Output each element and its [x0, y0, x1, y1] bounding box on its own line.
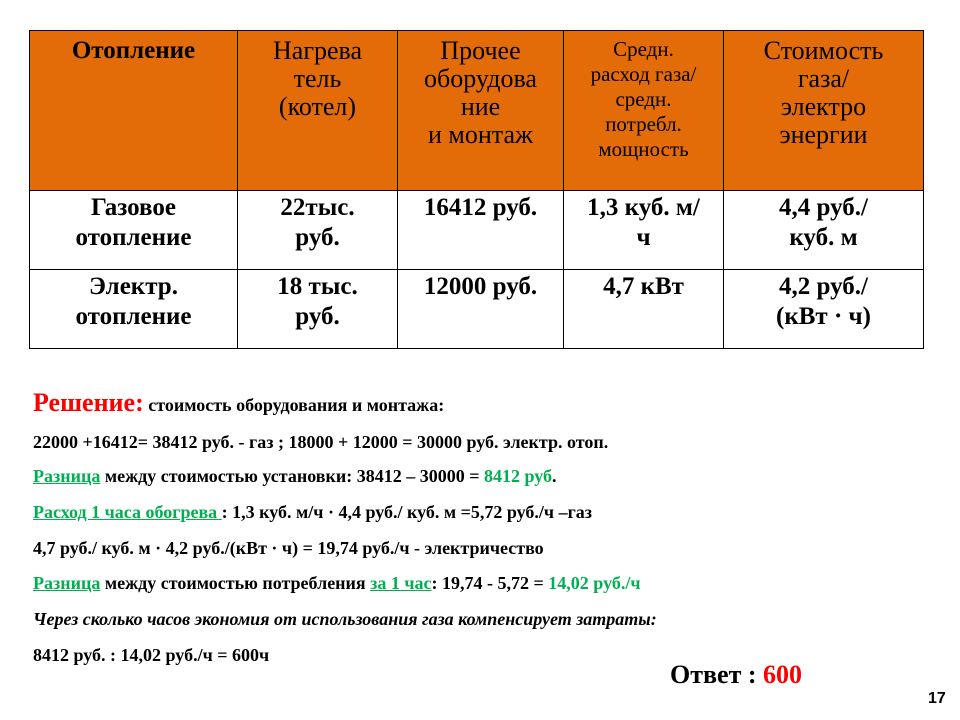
- solution-line-4: [33, 502, 592, 523]
- cell-line: мощность: [598, 137, 689, 161]
- cell-line: 22тыс.: [280, 194, 355, 221]
- comparison-table: [29, 30, 924, 349]
- line4-text: : 1,3 куб. м/ч · 4,4 руб./ куб. м =5,72 руб./ч –газ: [221, 502, 592, 522]
- cell-lines: [240, 193, 395, 253]
- solution-line-3: [33, 466, 557, 487]
- cell-lines: [32, 272, 235, 332]
- header-cell-equipment: [398, 31, 564, 191]
- difference-label: Разница: [33, 466, 101, 486]
- header-cell-consumption: [564, 31, 724, 191]
- solution-line-6: [33, 573, 641, 594]
- cell-line: и монтаж: [428, 120, 533, 149]
- cell-line: 1,3 куб. м/: [587, 194, 700, 221]
- cell-line: 18 тыс.: [277, 273, 358, 300]
- table-cell: [238, 191, 398, 270]
- cell-line: 4,4 руб./: [779, 194, 868, 221]
- cell-line: 4,2 руб./: [779, 273, 868, 300]
- table-cell: [398, 191, 564, 270]
- cell-line: руб.: [295, 224, 340, 251]
- cell-lines: [566, 272, 721, 302]
- cell-line: 16412 руб.: [423, 194, 538, 221]
- cell-line: Электр.: [89, 273, 178, 300]
- answer-value: 600: [763, 660, 803, 689]
- cell-lines: [566, 193, 721, 253]
- header-cell-cost: [724, 31, 924, 191]
- table-cell: [724, 270, 924, 349]
- cell-line: Нагрева: [273, 36, 362, 65]
- cell-line: оборудова: [424, 64, 537, 93]
- cell-lines: [240, 37, 395, 121]
- cell-line: потребл.: [605, 112, 682, 136]
- solution-line-5: 4,7 руб./ куб. м · 4,2 руб./(кВт · ч) = 19,74 руб./ч - электричество: [33, 538, 544, 558]
- line6-text: между стоимостью потребления: [100, 573, 371, 593]
- cell-line: (кВт · ч): [776, 303, 871, 330]
- cell-lines: [566, 37, 721, 162]
- table-row-gas: [30, 191, 924, 270]
- table-cell: [30, 270, 238, 349]
- table-cell: [30, 191, 238, 270]
- solution-heading: Решение:: [33, 388, 144, 417]
- line3-text: между стоимостью установки: 38412 – 30000 =: [100, 466, 484, 486]
- cell-lines: [400, 37, 561, 149]
- cell-line: 4,7 кВт: [603, 273, 684, 300]
- cell-line: расход газа/: [590, 62, 697, 86]
- cell-line: Газовое: [91, 194, 176, 221]
- cell-line: ние: [460, 92, 501, 121]
- table-header-row: [30, 31, 924, 191]
- solution-question: Через сколько часов экономия от использования газа компенсирует затраты:: [33, 609, 657, 629]
- difference-label-2: Разница: [33, 573, 101, 593]
- line3-end: .: [552, 466, 557, 486]
- cell-line: Прочее: [440, 36, 521, 65]
- cell-lines: [32, 193, 235, 253]
- solution-heading-rest: стоимость оборудования и монтажа:: [143, 395, 445, 415]
- cell-lines: [32, 37, 235, 65]
- table-cell: [238, 270, 398, 349]
- line6-text2: : 19,74 - 5,72 =: [431, 573, 549, 593]
- cell-lines: [400, 193, 561, 223]
- cell-line: ч: [636, 224, 651, 251]
- cell-lines: [726, 193, 921, 253]
- answer-label: Ответ :: [670, 660, 764, 689]
- cell-lines: [240, 272, 395, 332]
- per-hour-label: за 1 час: [370, 573, 432, 593]
- solution-line-2: 22000 +16412= 38412 руб. - газ ; 18000 + 12000 = 30000 руб. электр. отоп.: [33, 432, 609, 452]
- header-cell-heating: [30, 31, 238, 191]
- page-number: 17: [928, 690, 946, 707]
- cell-line: отопление: [75, 303, 192, 330]
- solution-line-8: 8412 руб. : 14,02 руб./ч = 600ч: [33, 645, 270, 665]
- answer: [670, 660, 802, 690]
- table-row-electric: [30, 270, 924, 349]
- cell-line: Отопление: [71, 37, 196, 64]
- cell-line: Стоимость: [763, 36, 884, 65]
- table-cell: [398, 270, 564, 349]
- line3-result: 8412 руб: [483, 466, 553, 486]
- header-cell-heater: [238, 31, 398, 191]
- solution-heading-line: [33, 388, 444, 418]
- table-cell: [564, 270, 724, 349]
- cell-line: отопление: [75, 224, 192, 251]
- cell-line: средн.: [615, 87, 672, 111]
- cell-line: куб. м: [789, 224, 858, 251]
- cell-lines: [726, 272, 921, 332]
- cell-lines: [726, 37, 921, 149]
- cell-line: Средн.: [613, 37, 674, 61]
- cell-line: энергии: [779, 120, 868, 149]
- cell-line: 12000 руб.: [423, 273, 538, 300]
- line6-result: 14,02 руб./ч: [548, 573, 641, 593]
- cell-line: руб.: [295, 303, 340, 330]
- cell-line: тель: [293, 64, 342, 93]
- table-cell: [564, 191, 724, 270]
- cell-line: газа/: [797, 64, 850, 93]
- hourly-expense-label: Расход 1 часа обогрева: [33, 502, 222, 522]
- cell-line: (котел): [278, 92, 357, 121]
- cell-lines: [400, 272, 561, 302]
- cell-line: электро: [780, 92, 867, 121]
- table-cell: [724, 191, 924, 270]
